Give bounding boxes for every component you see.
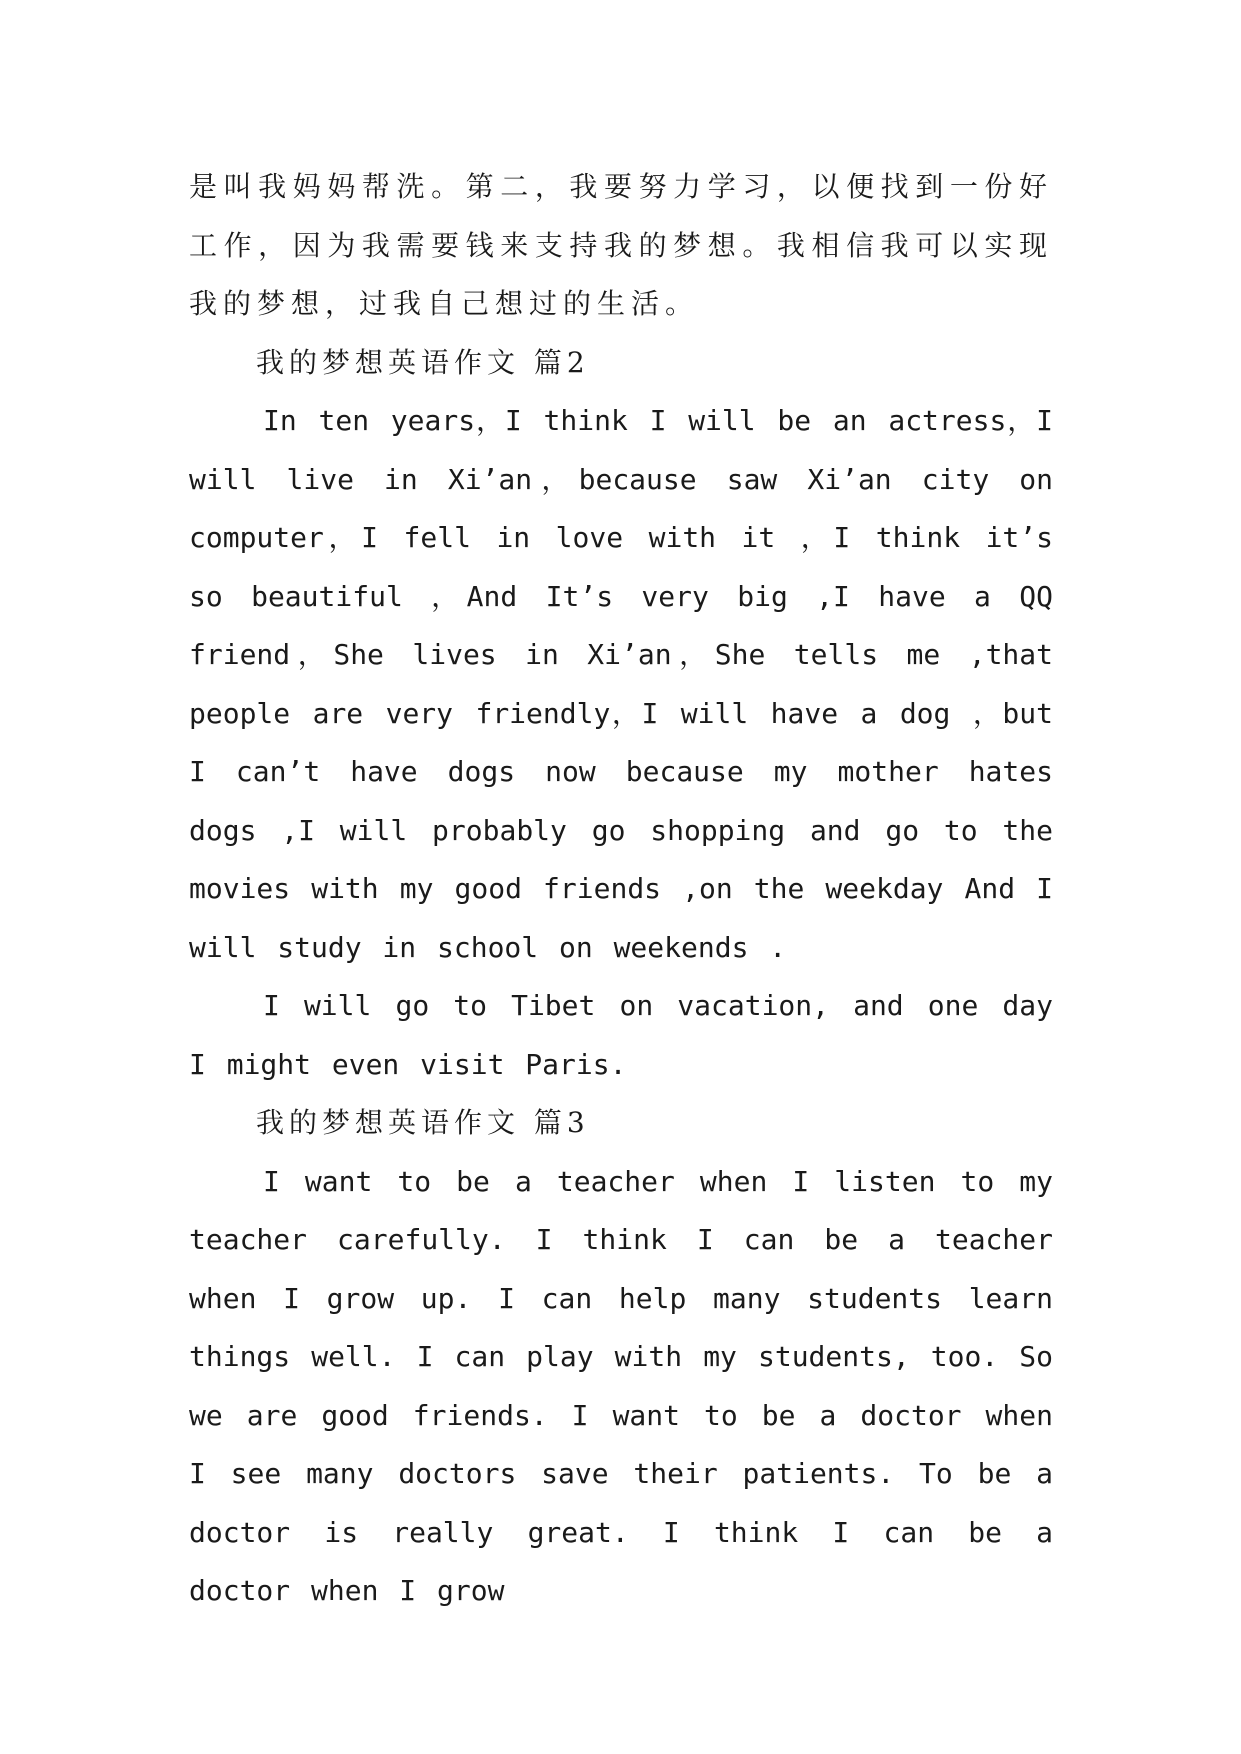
section-3-paragraph-1: I want to be a teacher when I listen to my teacher carefully. I think I can be a teacher when I grow up. I can help many students learn things well. I can play with my students, too. So we are good friends. I want to be a doctor when I see many doctors save their patients. To be a doctor is really great. I think I can be a doctor when I grow [189, 1164, 1053, 1607]
section-2-heading: 我的梦想英语作文 篇2 [256, 345, 590, 379]
intro-paragraph: 是叫我妈妈帮洗。第二，我要努力学习，以便找到一份好工作，因为我需要钱来支持我的梦想。我相信我可以实现我的梦想，过我自己想过的生活。 [189, 170, 1053, 320]
document-body [189, 158, 1053, 1621]
section-3-heading: 我的梦想英语作文 篇3 [256, 1106, 590, 1139]
section-2-paragraph-1: In ten years，I think I will be an actress，I will live in Xi’an，because saw Xi’an city on computer，I fell in love with it ，I think it’s so beautiful ，And It’s very big ,I have a QQ friend，She lives in Xi’an，She tells me ,that people are very friendly，I will have a dog ，but I can’t have dogs now because my mother hates dogs ,I will probably go shopping and go to the movies with my good friends ,on the weekday And I will study in school on weekends . [189, 404, 1053, 964]
section-2-paragraph-2: I will go to Tibet on vacation, and one day I might even visit Paris. [189, 989, 1053, 1081]
